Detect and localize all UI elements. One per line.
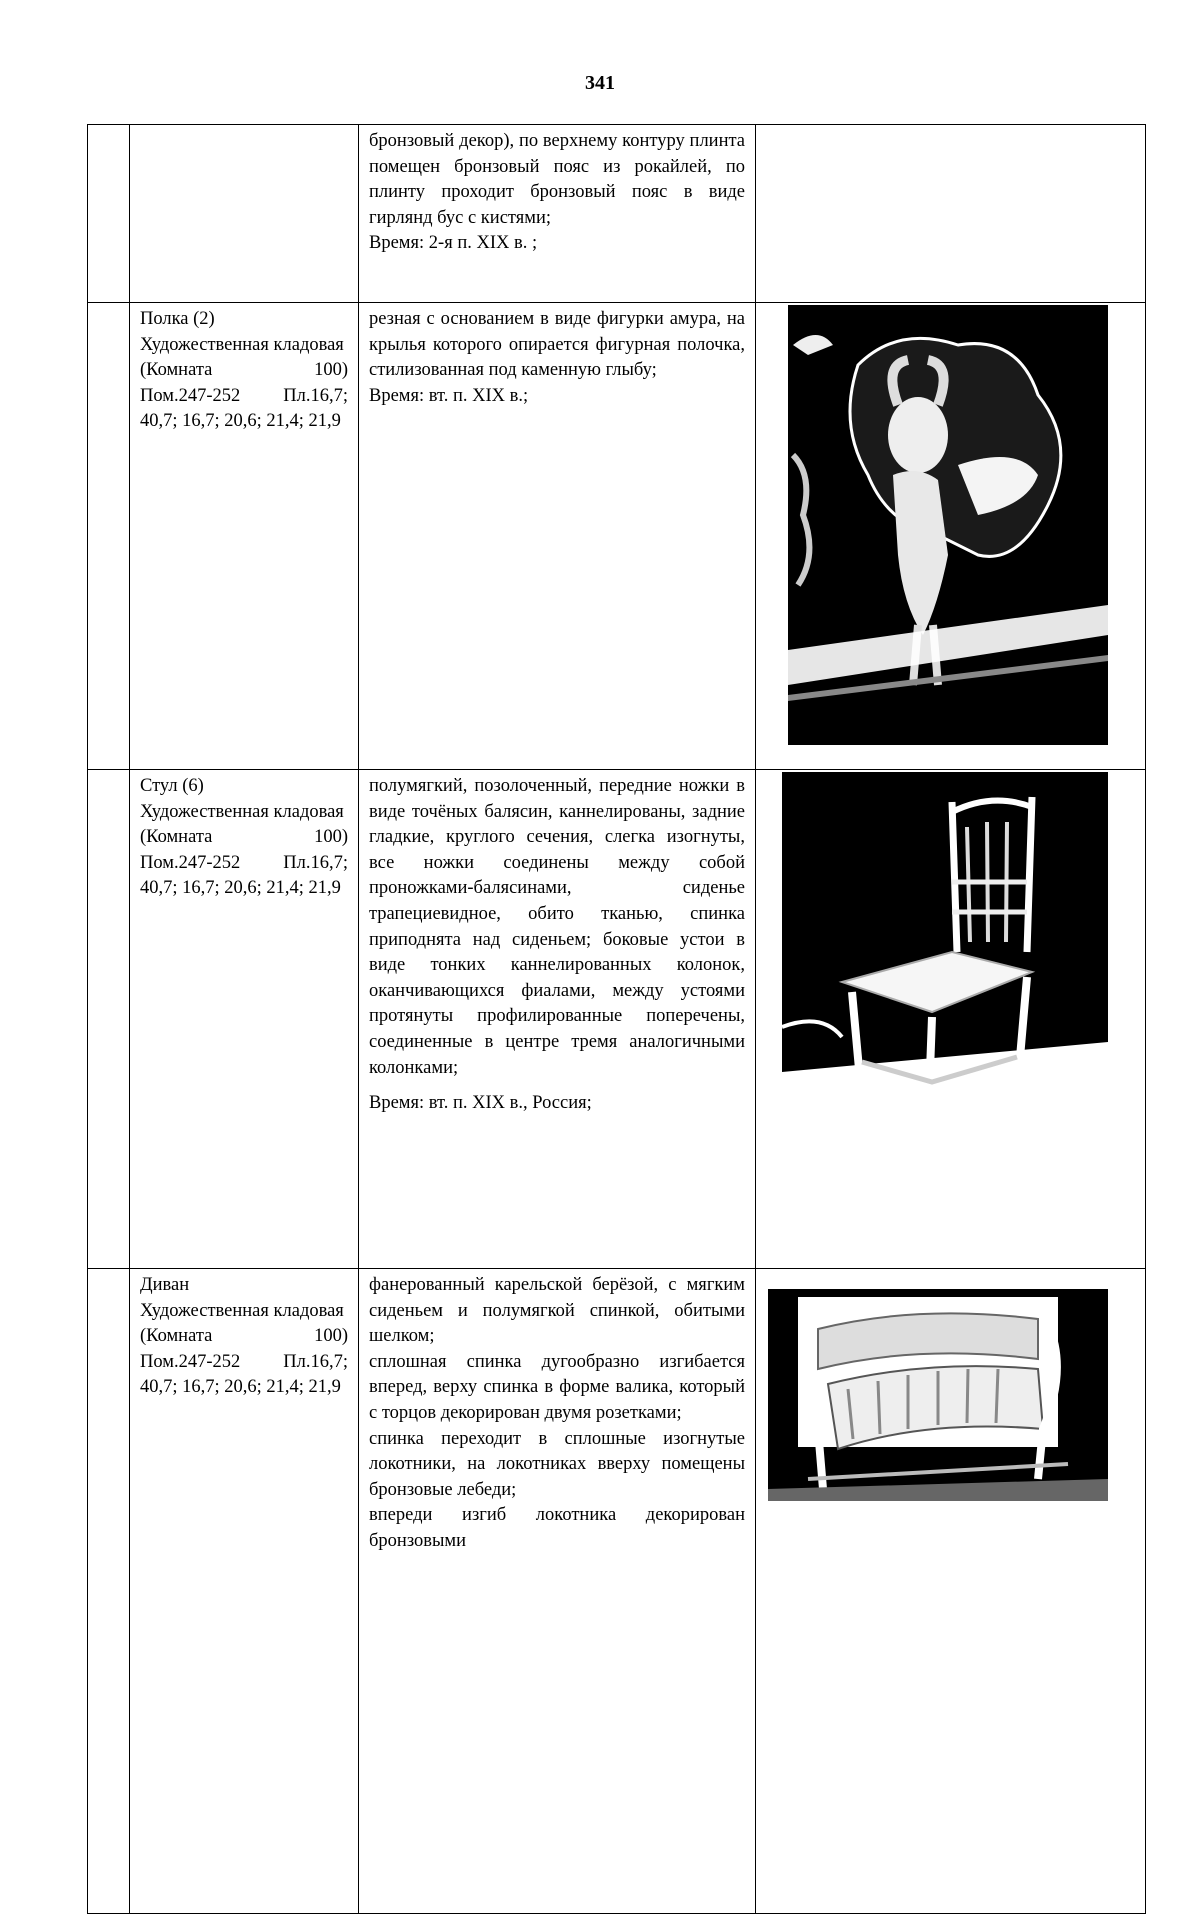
room-label: (Комната [140, 360, 213, 381]
description-text: бронзовый декор), по верхнему контуру плинта помещен бронзовый пояс из рокайлей, по плинту проходит бронзовый пояс в виде гирлянд бус с кистями; [369, 131, 745, 228]
description-text: сплошная спинка дугообразно изгибается вперед, верху спинка в форме валика, который с торцов декорирован двумя розетками; [369, 1351, 745, 1423]
item-location: Художественная кладовая [140, 334, 344, 355]
item-location: Художественная кладовая [140, 1300, 344, 1321]
description-cell [359, 125, 756, 303]
chair-photo [782, 772, 1108, 1256]
number-cell [88, 125, 130, 303]
description-cell [359, 770, 756, 1269]
description-cell [359, 303, 756, 770]
item-name: Полка (2) [140, 309, 215, 329]
image-cell [756, 125, 1146, 303]
room-number: 100) [314, 827, 348, 848]
inventory-table [87, 124, 1146, 1914]
description-text: впереди изгиб локотника декорирован бронзовыми [369, 1505, 745, 1551]
name-cell [130, 1269, 359, 1914]
shelf-cupid-photo [788, 305, 1108, 745]
number-cell [88, 1269, 130, 1914]
table-row [88, 1269, 1146, 1914]
name-cell [130, 303, 359, 770]
sofa-photo [768, 1289, 1108, 1501]
description-cell [359, 1269, 756, 1914]
item-area: Пом.247-252 Пл.16,7; 40,7; 16,7; 20,6; 21,4; 21,9 [140, 1351, 348, 1398]
item-room [140, 1324, 348, 1350]
image-cell [756, 303, 1146, 770]
number-cell [88, 303, 130, 770]
item-area: Пом.247-252 Пл.16,7; 40,7; 16,7; 20,6; 21,4; 21,9 [140, 852, 348, 899]
image-cell [756, 1269, 1146, 1914]
item-name: Диван [140, 1275, 190, 1295]
name-cell [130, 125, 359, 303]
item-room [140, 825, 348, 851]
table-row [88, 125, 1146, 303]
room-label: (Комната [140, 1326, 213, 1347]
number-cell [88, 770, 130, 1269]
image-cell [756, 770, 1146, 1269]
table-row [88, 770, 1146, 1269]
page-number: 341 [585, 72, 615, 94]
time-text: Время: вт. п. XIX в., Россия; [369, 1093, 592, 1114]
time-text: Время: вт. п. XIX в.; [369, 385, 529, 406]
item-name: Стул (6) [140, 776, 204, 796]
description-text: спинка переходит в сплошные изогнутые локотники, на локотниках вверху помещены бронзовые лебеди; [369, 1428, 745, 1500]
table-row [88, 303, 1146, 770]
room-number: 100) [314, 360, 348, 381]
description-text: полумягкий, позолоченный, передние ножки в виде точёных балясин, каннелированы, задние гладкие, круглого сечения, слегка изогнуты, все ножки соединены между собой проножками-балясинами, сиденье трапециевидное, обито тканью, спинка приподнята над сиденьем; боковые устои в виде тонких каннелированных колонок, оканчивающихся фиалами, между устоями протянуты профилированные поперечены, соединенные в центре тремя аналогичными колонками; [369, 776, 745, 1078]
room-number: 100) [314, 1326, 348, 1347]
room-label: (Комната [140, 827, 213, 848]
item-room [140, 358, 348, 384]
time-text: Время: 2-я п. XIX в. ; [369, 233, 538, 254]
item-area: Пом.247-252 Пл.16,7; 40,7; 16,7; 20,6; 21,4; 21,9 [140, 385, 348, 432]
description-text: фанерованный карельской берёзой, с мягким сиденьем и полумягкой спинкой, обитыми шелком; [369, 1275, 745, 1347]
name-cell [130, 770, 359, 1269]
description-text: резная с основанием в виде фигурки амура, на крылья которого опирается фигурная полочка, стилизованная под каменную глыбу; [369, 309, 745, 381]
item-location: Художественная кладовая [140, 801, 344, 822]
